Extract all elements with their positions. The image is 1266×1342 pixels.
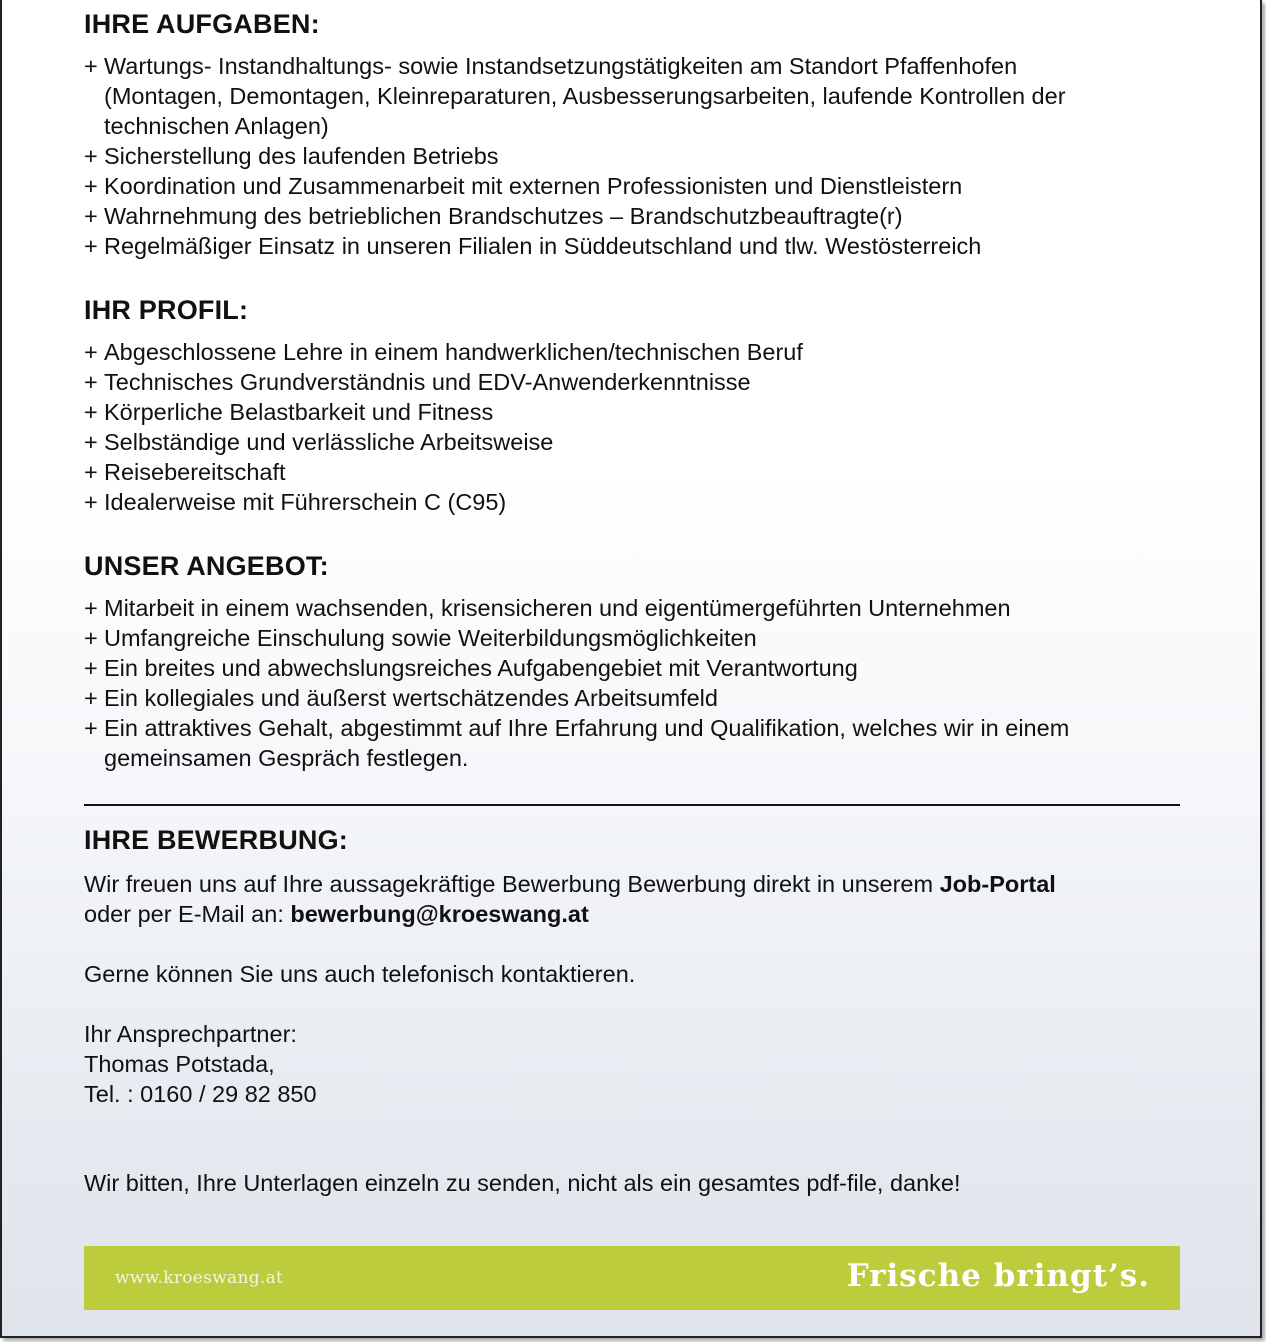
section-divider [84, 804, 1180, 806]
aufgaben-item [84, 201, 1180, 231]
aufgaben-item-text: Wahrnehmung des betrieblichen Brandschutzes – Brandschutzbeauftragte(r) [104, 203, 903, 229]
plus-bullet-icon: + [84, 489, 98, 515]
plus-bullet-icon: + [84, 53, 98, 79]
aufgaben-item [84, 231, 1180, 261]
plus-bullet-icon: + [84, 233, 98, 259]
angebot-heading: UNSER ANGEBOT: [84, 551, 329, 581]
plus-bullet-icon: + [84, 173, 98, 199]
bewerbung-heading: IHRE BEWERBUNG: [84, 825, 348, 855]
profil-item [84, 367, 1180, 397]
profil-item [84, 427, 1180, 457]
contact-phone: Tel. : 0160 / 29 82 850 [84, 1081, 317, 1107]
closing-note: Wir bitten, Ihre Unterlagen einzeln zu senden, nicht als ein gesamtes pdf-file, danke! [84, 1170, 961, 1196]
aufgaben-item-text: technischen Anlagen) [104, 113, 329, 139]
aufgaben-item [84, 141, 1180, 171]
profil-item-text: Idealerweise mit Führerschein C (C95) [104, 489, 507, 515]
profil-item [84, 457, 1180, 487]
angebot-item [84, 683, 1180, 713]
profil-item-text: Selbständige und verlässliche Arbeitsweise [104, 429, 554, 455]
plus-bullet-icon: + [84, 459, 98, 485]
footer-url[interactable]: www.kroeswang.at [115, 1268, 284, 1288]
angebot-list [84, 593, 1180, 773]
profil-item-text: Körperliche Belastbarkeit und Fitness [104, 399, 494, 425]
aufgaben-item [84, 171, 1180, 201]
plus-bullet-icon: + [84, 339, 98, 365]
aufgaben-item-text: (Montagen, Demontagen, Kleinreparaturen, Ausbesserungsarbeiten, laufende Kontrollen der [104, 83, 1066, 109]
angebot-item-text: Umfangreiche Einschulung sowie Weiterbildungsmöglichkeiten [104, 625, 757, 651]
profil-item [84, 337, 1180, 367]
plus-bullet-icon: + [84, 369, 98, 395]
plus-bullet-icon: + [84, 685, 98, 711]
footer-banner [84, 1246, 1180, 1310]
plus-bullet-icon: + [84, 429, 98, 455]
angebot-item-text: gemeinsamen Gespräch festlegen. [104, 745, 469, 771]
angebot-item [84, 623, 1180, 653]
job-portal-link[interactable]: Job-Portal [939, 871, 1056, 897]
angebot-item [84, 593, 1180, 623]
profil-item [84, 487, 1180, 517]
contact-block [84, 1019, 1180, 1109]
angebot-item-text: Ein kollegiales und äußerst wertschätzendes Arbeitsumfeld [104, 685, 718, 711]
plus-bullet-icon: + [84, 715, 98, 741]
plus-bullet-icon: + [84, 625, 98, 651]
profil-item-text: Technisches Grundverständnis und EDV-Anwenderkenntnisse [104, 369, 751, 395]
plus-bullet-icon: + [84, 595, 98, 621]
section-profil [84, 294, 1180, 517]
email-link[interactable]: bewerbung@kroeswang.at [290, 901, 589, 927]
section-angebot [84, 550, 1180, 773]
aufgaben-item-text: Wartungs- Instandhaltungs- sowie Instandsetzungstätigkeiten am Standort Pfaffenhofen [104, 53, 1018, 79]
profil-list [84, 337, 1180, 517]
aufgaben-item-text: Sicherstellung des laufenden Betriebs [104, 143, 499, 169]
plus-bullet-icon: + [84, 143, 98, 169]
angebot-item-text: Ein breites und abwechslungsreiches Aufgabengebiet mit Verantwortung [104, 655, 858, 681]
phone-note: Gerne können Sie uns auch telefonisch kontaktieren. [84, 961, 636, 987]
angebot-item [84, 653, 1180, 683]
footer-slogan: Frische bringt’s. [846, 1258, 1150, 1294]
angebot-item-text: Ein attraktives Gehalt, abgestimmt auf Ihre Erfahrung und Qualifikation, welches wir in einem [104, 715, 1070, 741]
contact-label: Ihr Ansprechpartner: [84, 1021, 297, 1047]
profil-item-text: Reisebereitschaft [104, 459, 286, 485]
angebot-item-text: Mitarbeit in einem wachsenden, krisensicheren und eigentümergeführten Unternehmen [104, 595, 1011, 621]
bewerbung-intro [84, 869, 1180, 929]
profil-item [84, 397, 1180, 427]
section-aufgaben [84, 8, 1180, 261]
profil-item-text: Abgeschlossene Lehre in einem handwerklichen/technischen Beruf [104, 339, 803, 365]
section-bewerbung [84, 824, 1180, 1196]
aufgaben-item [84, 51, 1180, 141]
aufgaben-item-text: Regelmäßiger Einsatz in unseren Filialen in Süddeutschland und tlw. Westösterreich [104, 233, 982, 259]
profil-heading: IHR PROFIL: [84, 295, 249, 325]
email-prefix: oder per E-Mail an: [84, 901, 291, 927]
aufgaben-list [84, 51, 1180, 261]
aufgaben-heading: IHRE AUFGABEN: [84, 9, 320, 39]
plus-bullet-icon: + [84, 399, 98, 425]
angebot-item [84, 713, 1180, 773]
bewerbung-intro-text: Wir freuen uns auf Ihre aussagekräftige Bewerbung Bewerbung direkt in unserem [84, 871, 940, 897]
contact-name: Thomas Potstada, [84, 1051, 275, 1077]
plus-bullet-icon: + [84, 203, 98, 229]
plus-bullet-icon: + [84, 655, 98, 681]
aufgaben-item-text: Koordination und Zusammenarbeit mit externen Professionisten und Dienstleistern [104, 173, 963, 199]
